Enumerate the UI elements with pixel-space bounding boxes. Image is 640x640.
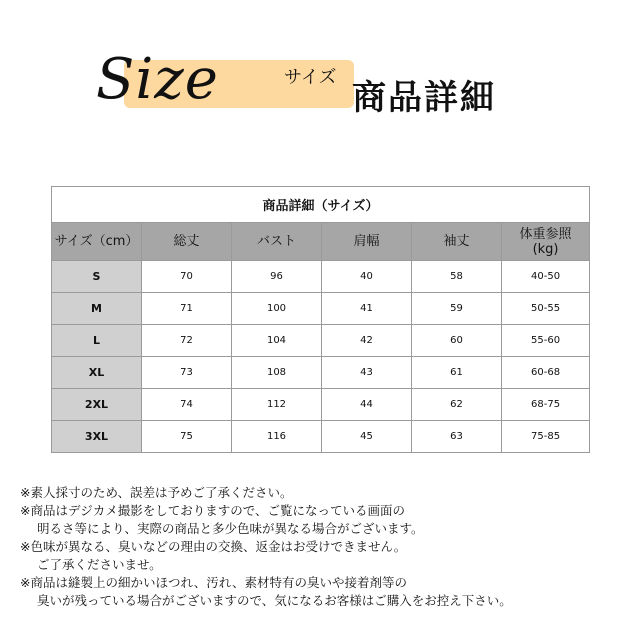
table-cell: 104 bbox=[232, 325, 322, 357]
table-row bbox=[52, 325, 590, 357]
table-cell: 40-50 bbox=[502, 261, 590, 293]
table-cell: 112 bbox=[232, 389, 322, 421]
size-kana-label: サイズ bbox=[284, 67, 337, 88]
column-header: 体重参照 (kg) bbox=[502, 223, 590, 261]
table-cell: 63 bbox=[412, 421, 502, 453]
table-cell: 44 bbox=[322, 389, 412, 421]
table-cell: 58 bbox=[412, 261, 502, 293]
table-cell: 60 bbox=[412, 325, 502, 357]
note-line: ※色味が異なる、臭いなどの理由の交換、返金はお受けできません。 bbox=[20, 539, 407, 554]
table-cell: 70 bbox=[142, 261, 232, 293]
table-cell: 59 bbox=[412, 293, 502, 325]
column-header: サイズ（cm） bbox=[52, 223, 142, 261]
column-header: バスト bbox=[232, 223, 322, 261]
note-line: 明るさ等により、実際の商品と多少色味が異なる場合がございます。 bbox=[37, 521, 424, 536]
size-table bbox=[51, 186, 590, 453]
table-cell: 108 bbox=[232, 357, 322, 389]
column-header: 総丈 bbox=[142, 223, 232, 261]
table-cell: 45 bbox=[322, 421, 412, 453]
table-cell: 71 bbox=[142, 293, 232, 325]
note-line: ※商品はデジカメ撮影をしておりますので、ご覧になっている画面の bbox=[20, 503, 405, 518]
table-row bbox=[52, 261, 590, 293]
table-row bbox=[52, 389, 590, 421]
table-cell: 100 bbox=[232, 293, 322, 325]
table-row bbox=[52, 421, 590, 453]
table-cell: 116 bbox=[232, 421, 322, 453]
table-cell: 68-75 bbox=[502, 389, 590, 421]
table-cell: 55-60 bbox=[502, 325, 590, 357]
table-row bbox=[52, 293, 590, 325]
table-row bbox=[52, 357, 590, 389]
size-script-title: Size bbox=[96, 47, 219, 112]
table-cell: 72 bbox=[142, 325, 232, 357]
note-line: ※素人採寸のため、誤差は予めご了承ください。 bbox=[20, 485, 293, 500]
table-caption: 商品詳細（サイズ） bbox=[52, 187, 590, 223]
table-cell: 40 bbox=[322, 261, 412, 293]
column-header: 肩幅 bbox=[322, 223, 412, 261]
table-cell: 73 bbox=[142, 357, 232, 389]
note-line: 臭いが残っている場合がございますので、気になるお客様はご購入をお控え下さい。 bbox=[37, 593, 512, 608]
table-cell: 60-68 bbox=[502, 357, 590, 389]
note-line: ※商品は縫製上の細かいほつれ、汚れ、素材特有の臭いや接着剤等の bbox=[20, 575, 407, 590]
page-header bbox=[0, 0, 640, 150]
table-cell: 96 bbox=[232, 261, 322, 293]
table-cell: 75-85 bbox=[502, 421, 590, 453]
table-cell: 50-55 bbox=[502, 293, 590, 325]
size-label: M bbox=[52, 293, 142, 325]
table-cell: 61 bbox=[412, 357, 502, 389]
size-label: 3XL bbox=[52, 421, 142, 453]
size-label: XL bbox=[52, 357, 142, 389]
size-label: 2XL bbox=[52, 389, 142, 421]
table-cell: 41 bbox=[322, 293, 412, 325]
table-cell: 74 bbox=[142, 389, 232, 421]
size-label: S bbox=[52, 261, 142, 293]
table-cell: 75 bbox=[142, 421, 232, 453]
table-cell: 42 bbox=[322, 325, 412, 357]
notes-section bbox=[20, 484, 630, 610]
column-header: 袖丈 bbox=[412, 223, 502, 261]
table-cell: 62 bbox=[412, 389, 502, 421]
size-table-container bbox=[51, 186, 589, 453]
table-cell: 43 bbox=[322, 357, 412, 389]
size-label: L bbox=[52, 325, 142, 357]
note-line: ご了承くださいませ。 bbox=[37, 557, 162, 572]
page-title: 商品詳細 bbox=[352, 78, 496, 118]
